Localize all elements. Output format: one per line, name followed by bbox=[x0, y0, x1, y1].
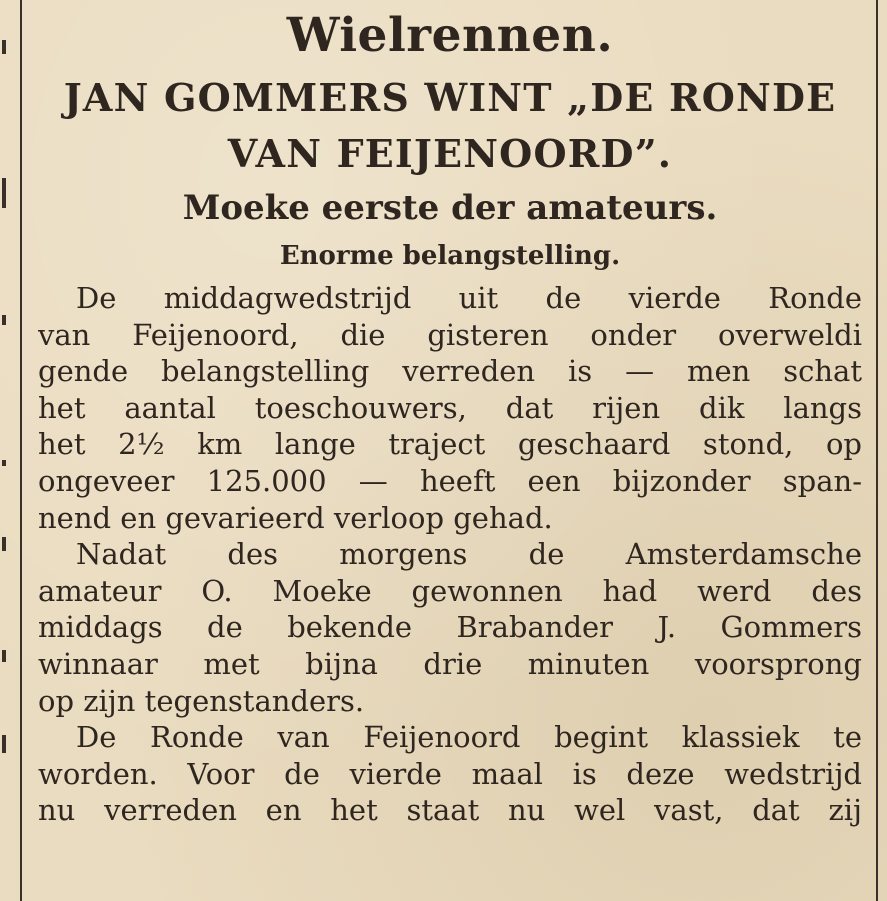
text-line: op zijn tegenstanders. bbox=[38, 683, 365, 718]
article-title: Wielrennen. bbox=[286, 8, 614, 63]
text-line: worden. Voor de vierde maal is deze wedstrijd bbox=[38, 756, 862, 791]
column-rule-right bbox=[876, 0, 878, 901]
text-line: De middagwedstrijd uit de vierde Ronde bbox=[76, 281, 862, 315]
text-line: gende belangstelling verreden is — men schat bbox=[38, 354, 862, 389]
text-line: het 2½ km lange traject geschaard stond, op bbox=[38, 427, 862, 462]
text-line: amateur O. Moeke gewonnen had werd des bbox=[38, 573, 862, 608]
text-line: winnaar met bijna drie minuten voorsprong bbox=[38, 646, 862, 681]
text-line: het aantal toeschouwers, dat rijen dik langs bbox=[38, 390, 862, 425]
text-line: De Ronde van Feijenoord begint klassiek te bbox=[76, 720, 862, 755]
article bbox=[38, 0, 862, 829]
tagline: Enorme belangstelling. bbox=[279, 241, 621, 271]
headline-line-1: JAN GOMMERS WINT „DE RONDE bbox=[63, 75, 837, 120]
text-line: nu verreden en het staat nu wel vast, dat zij bbox=[38, 793, 862, 828]
subheadline: Moeke eerste der amateurs. bbox=[182, 188, 718, 228]
paragraph bbox=[38, 536, 862, 719]
article-body bbox=[38, 280, 862, 829]
text-line: middags de bekende Brabander J. Gommers bbox=[38, 610, 862, 645]
paragraph bbox=[38, 719, 862, 829]
text-line: ongeveer 125.000 — heeft een bijzonder span- bbox=[38, 463, 862, 498]
column-rule-left bbox=[20, 0, 22, 901]
text-line: van Feijenoord, die gisteren onder overweldi bbox=[38, 317, 862, 352]
text-line: nend en gevarieerd verloop gehad. bbox=[38, 500, 553, 535]
text-line: Nadat des morgens de Amsterdamsche bbox=[76, 537, 862, 572]
paragraph bbox=[38, 280, 862, 536]
headline-line-2: VAN FEIJENOORD”. bbox=[227, 131, 673, 176]
